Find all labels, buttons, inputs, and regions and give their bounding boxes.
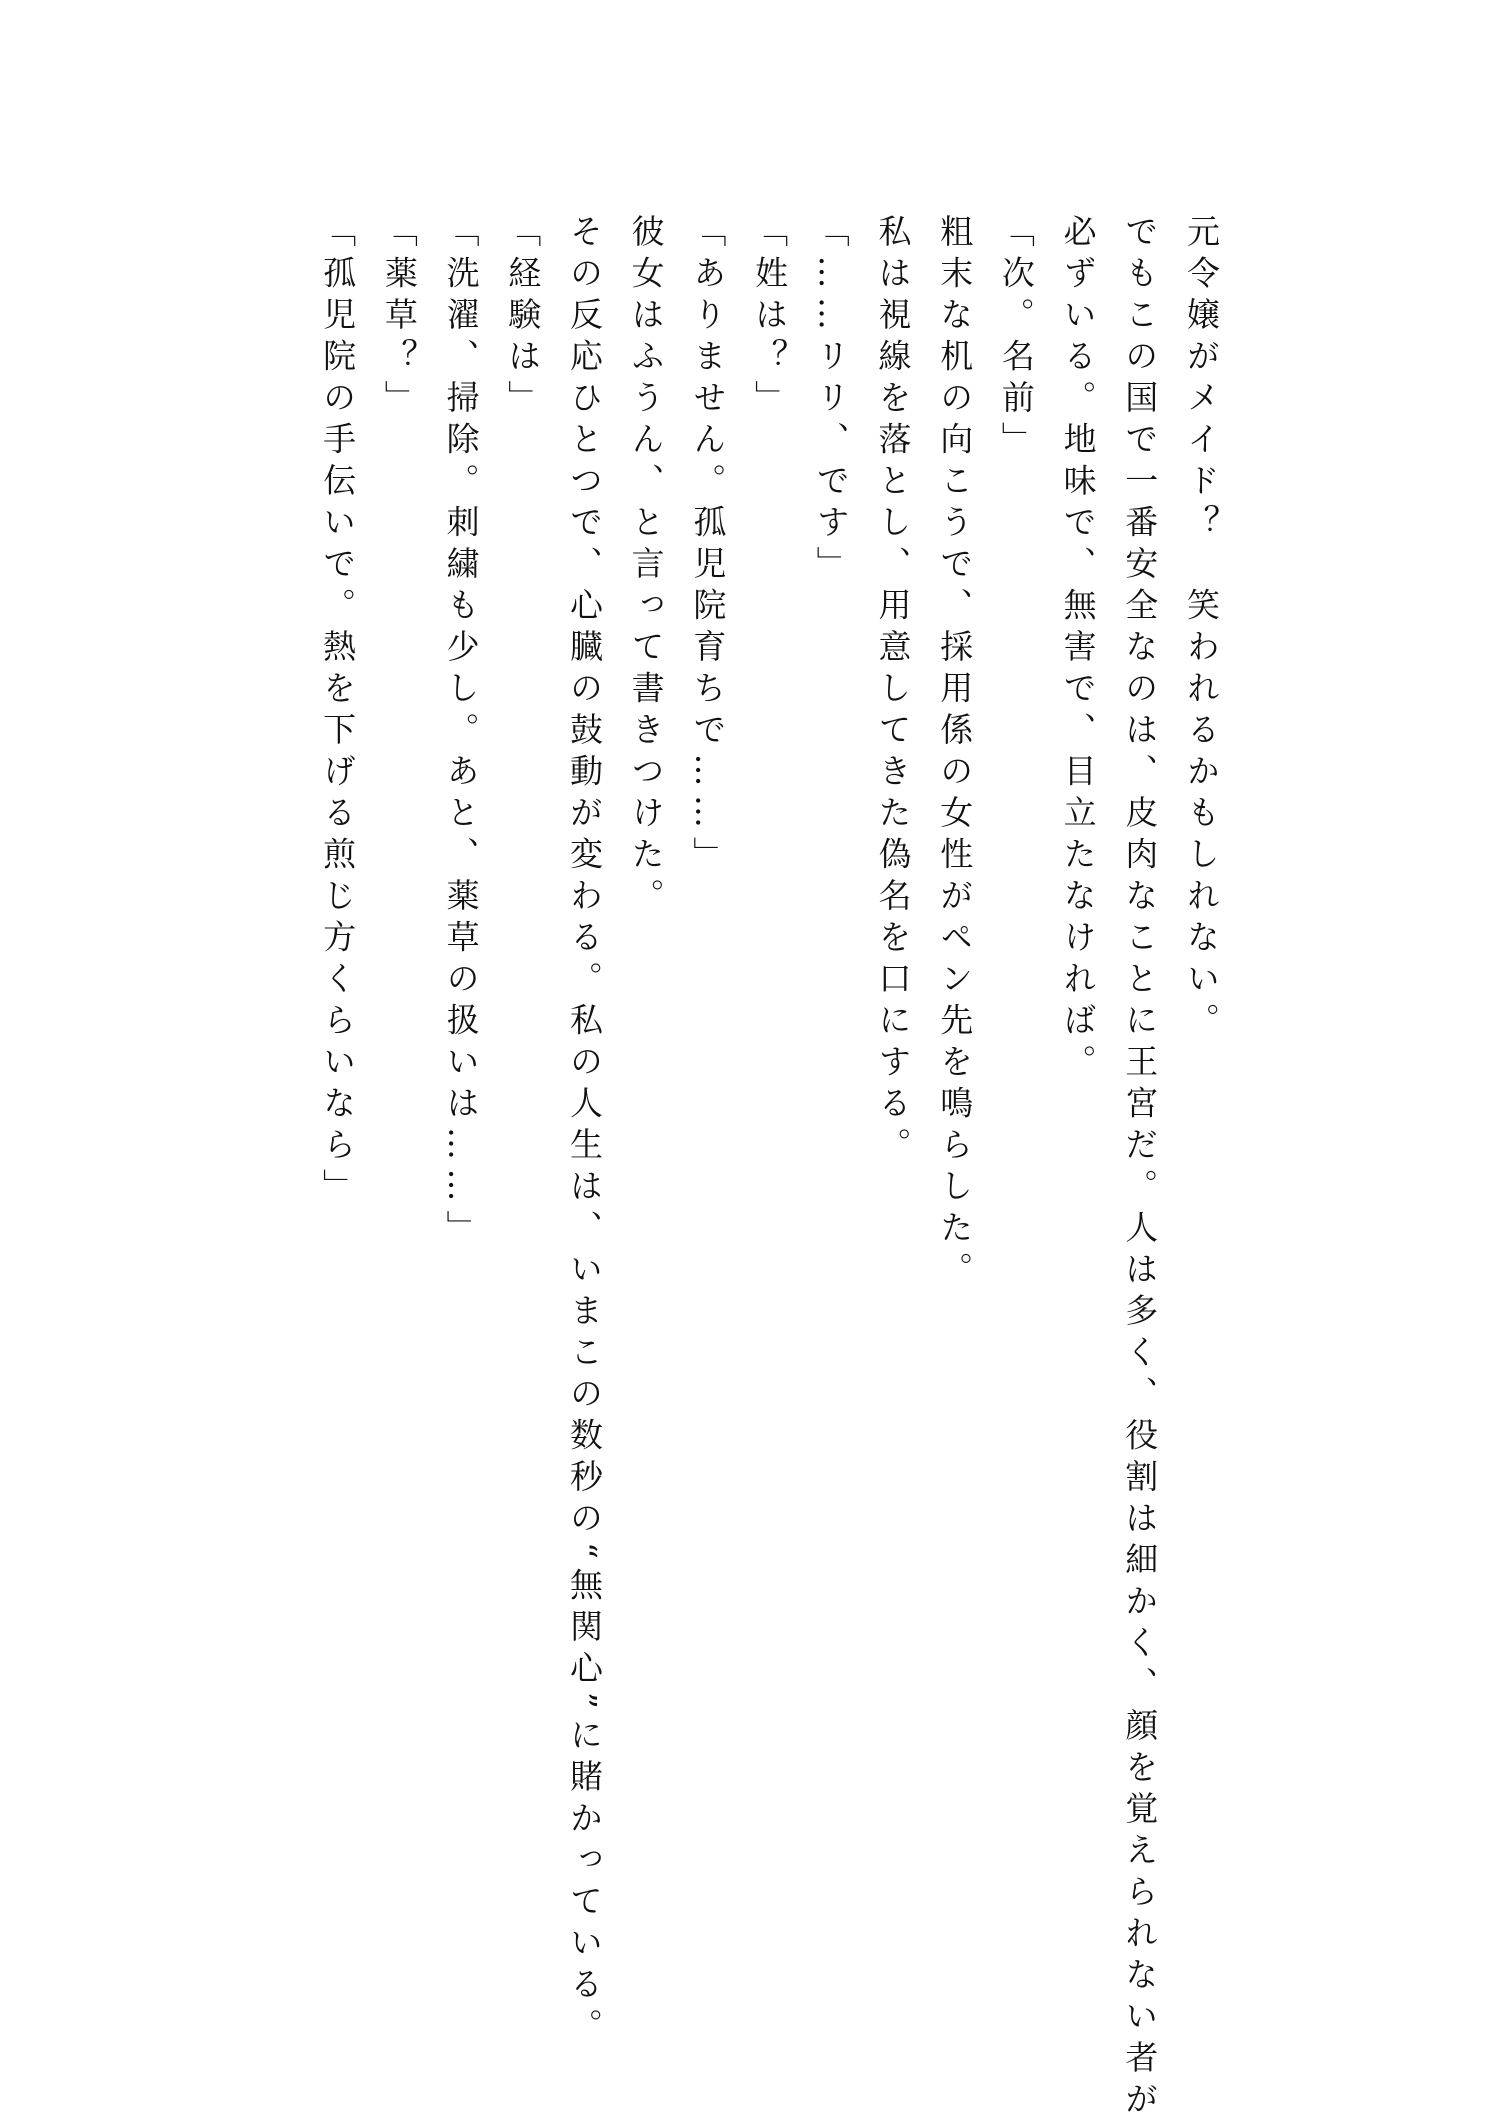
dialogue-line: 「姓は？」 [750,214,790,422]
dialogue-line: 「経験は」 [503,214,543,422]
vertical-text-body [306,214,1232,2123]
dialogue-line: 「薬草？」 [379,214,419,422]
dialogue-line: 「……リリ、です」 [811,214,851,588]
text-line: 私は視線を落とし、用意してきた偽名を口にする。 [873,214,913,1169]
dialogue-line: 「ありません。孤児院育ちで……」 [688,214,728,878]
dialogue-line: 「洗濯、掃除。刺繍も少し。あと、薬草の扱いは……」 [441,214,481,1252]
text-line: でもこの国で一番安全なのは、皮肉なことに王宮だ。人は多く、役割は細かく、顔を覚えられない者が [1120,214,1160,2123]
dialogue-line: 「次。名前」 [996,214,1036,463]
text-line: 必ずいる。地味で、無害で、目立たなければ。 [1058,214,1098,1086]
text-line: 元令嬢がメイド？ 笑われるかもしれない。 [1182,214,1221,1044]
text-line: 粗末な机の向こうで、採用係の女性がペン先を鳴らした。 [935,214,975,1293]
text-line: 彼女はふうん、と言って書きつけた。 [626,214,666,920]
dialogue-line: 「孤児院の手伝いで。熱を下げる煎じ方くらいなら」 [318,214,358,1210]
text-line: その反応ひとつで、心臓の鼓動が変わる。私の人生は、いまこの数秒の“無関心”に賭かっている。 [564,214,604,2050]
